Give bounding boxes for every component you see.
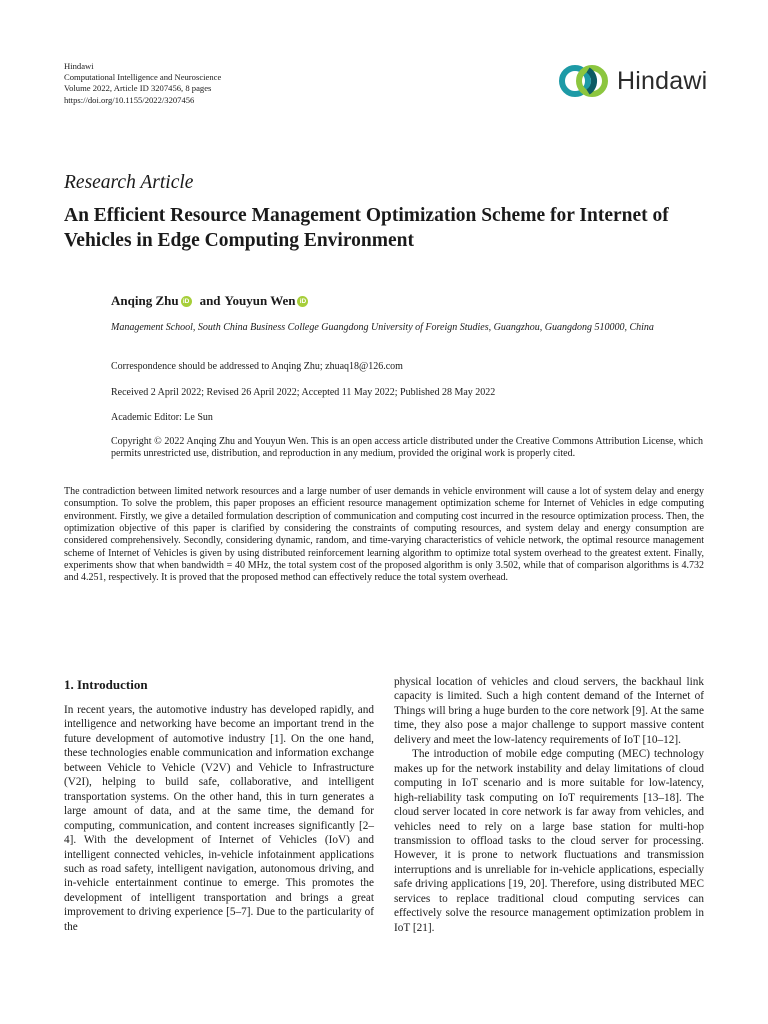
author-name-2[interactable]: Youyun Wen xyxy=(224,293,296,308)
journal-name: Computational Intelligence and Neuroscience xyxy=(64,72,222,83)
article-title: An Efficient Resource Management Optimization Scheme for Internet of Vehicles in Edge Computing Environment xyxy=(64,205,669,251)
hindawi-rings-icon xyxy=(557,63,611,99)
body-paragraph: In recent years, the automotive industry has developed rapidly, and intelligence and networking have become an important trend in the future development of automotive industry [1]. On the one hand, these technologies enable communication and information exchange between Vehicle to Vehicle (V2V) and Vehicle to Infrastructure (V2I), helping to build safe, collaborative, and intelligent transportation systems. On the other hand, this in turn generates a large amount of data, and at the same time, the demand for computing, communication, and content increases significantly [2–4]. With the development of Internet of Vehicles (IoV) and intelligent connected vehicles, in-vehicle infotainment applications such as road safety, intelligent navigation, autonomous driving, and in-vehicle entertainment continue to emerge. This promotes the development of intelligent transportation and brings a great improvement to driving experience [5–7]. Due to the particularity of the xyxy=(64,704,374,933)
affiliation: Management School, South China Business College Guangdong University of Foreign Studies, Guangzhou, Guangdong 510000, China xyxy=(111,322,654,333)
section-heading-introduction: 1. Introduction xyxy=(64,677,148,692)
volume-line: Volume 2022, Article ID 3207456, 8 pages xyxy=(64,83,212,94)
body-column-left xyxy=(64,703,374,934)
body-paragraph: The introduction of mobile edge computing (MEC) technology makes up for the network instability and delay limitations of cloud computing in IoT scenario and is more suitable for low-latency, high-reliability task computing on IoT requirements [13–18]. The cloud server located in core network is far away from vehicles, and vehicles need to rely on a large base station for multi-hop transmission to offload tasks to the cloud server for processing. However, it is prone to network fluctuations and transmission interruptions and is unreliable for in-vehicle applications, especially safe driving applications [19, 20]. Therefore, using distributed MEC services to replace traditional cloud computing services can effectively solve the resource management optimization problem in IoT [21]. xyxy=(394,748,704,934)
logo-wordmark: Hindawi xyxy=(617,66,708,95)
correspondence: Correspondence should be addressed to Anqing Zhu; zhuaq18@126.com xyxy=(111,361,403,372)
orcid-icon[interactable]: iD xyxy=(181,296,192,307)
copyright-notice: Copyright © 2022 Anqing Zhu and Youyun Wen. This is an open access article distributed under the Creative Commons Attribution License, which permits unrestricted use, distribution, and reproduction in any medium, provided the original work is properly cited. xyxy=(111,436,703,460)
article-type: Research Article xyxy=(64,172,194,193)
doi-link[interactable]: https://doi.org/10.1155/2022/3207456 xyxy=(64,94,195,105)
journal-meta xyxy=(64,61,221,106)
academic-editor: Academic Editor: Le Sun xyxy=(111,412,213,423)
body-column-right xyxy=(394,675,704,935)
author-line xyxy=(111,293,312,309)
body-paragraph: physical location of vehicles and cloud servers, the backhaul link capacity is limited. Such a high content demand of the Internet of Things will bring a huge burden to the core network [9]. At the same time, they also pose a major challenge to support massive content delivery and meet the low-latency requirements of IoT [10–12]. xyxy=(394,676,704,746)
publisher-name: Hindawi xyxy=(64,61,94,71)
orcid-icon[interactable]: iD xyxy=(297,296,308,307)
abstract: The contradiction between limited network resources and a large number of user demands in vehicle environment will cause a lot of system delay and energy consumption. To solve the problem, this paper proposes an efficient resource management optimization scheme for Internet of Vehicles in edge computing environment. Firstly, we give a detailed formulation description of communication and computing cost incurred in the resource optimization process. Then, the optimization objective of this paper is clarified by considering the constraints of computing resources, and system delay and energy consumption are considered comprehensively. Secondly, considering dynamic, random, and time-varying characteristics of vehicle network, the optimal resource management scheme of Internet of Vehicles is given by using distributed reinforcement learning algorithm to optimize total system overhead to the greatest extent. Finally, experiments show that when bandwidth = 40 MHz, the total system cost of the proposed algorithm is only 3.502, while that of comparison algorithms is 4.732 and 4.251, respectively. It is proved that the proposed method can effectively reduce the total system overhead. xyxy=(64,486,704,584)
author-name-1[interactable]: Anqing Zhu xyxy=(111,293,179,308)
author-connector: and xyxy=(199,293,221,308)
hindawi-logo xyxy=(557,63,707,99)
publication-dates: Received 2 April 2022; Revised 26 April 2022; Accepted 11 May 2022; Published 28 May 2022 xyxy=(111,387,496,398)
